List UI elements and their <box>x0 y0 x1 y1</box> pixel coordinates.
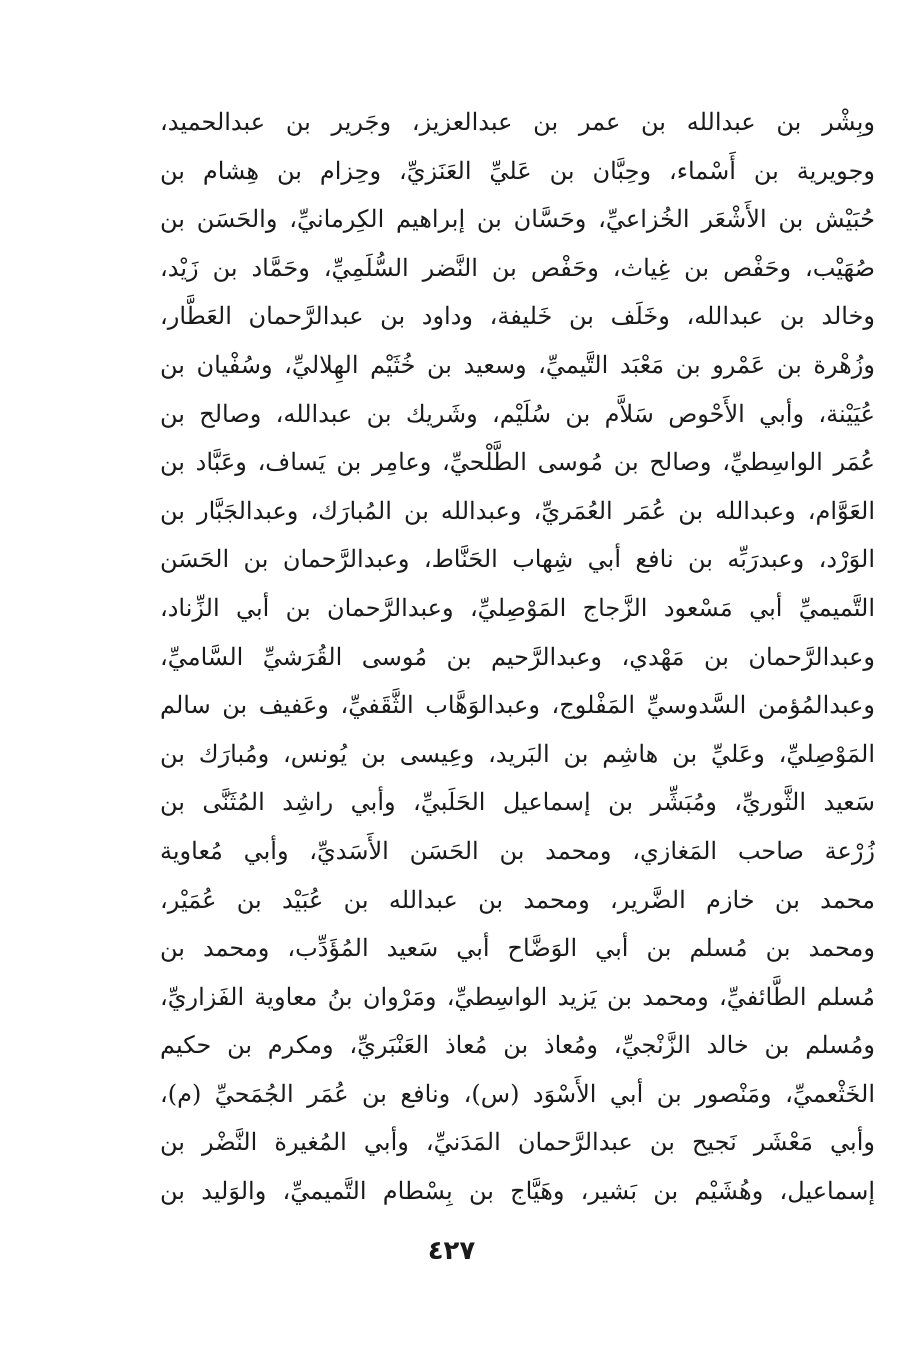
page-number: ٤٢٧ <box>427 1236 476 1266</box>
text-line: وبِشْر بن عبدالله بن عمر بن عبدالعزيز، وجَرير بن عبدالحميد، <box>160 108 875 136</box>
text-line: الخَثْعميِّ، ومَنْصور بن أبي الأَسْوَد (س)، ونافع بن عُمَر الجُمَحيِّ (م)، <box>160 1079 875 1108</box>
text-line: ومحمد بن مُسلم بن أبي الوَضَّاح أبي سَعيد المُؤَدِّب، ومحمد بن <box>160 934 875 963</box>
text-line: حُبَيْش بن الأَشْعَر الخُزاعيِّ، وحَسَّان بن إبراهيم الكِرمانيِّ، والحَسَن بن <box>160 205 875 234</box>
text-line: التَّميميِّ أبي مَسْعود الزَّجاج المَوْصِليِّ، وعبدالرَّحمان بن أبي الزِّناد، <box>160 593 875 622</box>
text-line: مُسلم الطَّائفيِّ، ومحمد بن يَزيد الواسِطيِّ، ومَرْوان بنُ معاوية الفَزاريِّ، <box>160 982 875 1011</box>
text-line: وجويرية بن أَسْماء، وحِبَّان بن عَليِّ العَنَزيِّ، وحِزام بن هِشام بن <box>160 156 875 185</box>
text-line: وعبدالرَّحمان بن مَهْدي، وعبدالرَّحيم بن مُوسى القُرَشيِّ السَّاميِّ، <box>160 642 875 671</box>
text-line: عُمَر الواسِطيِّ، وصالح بن مُوسى الطَّلْحيِّ، وعامِر بن يَساف، وعَبَّاد بن <box>160 448 875 477</box>
body-text <box>160 98 875 1216</box>
text-line: محمد بن خازم الضَّرير، ومحمد بن عبدالله بن عُبَيْد بن عُمَيْر، <box>160 885 875 914</box>
text-line: إسماعيل، وهُشَيْم بن بَشير، وهَيَّاج بن بِسْطام التَّميميِّ، والوَليد بن <box>160 1177 875 1206</box>
text-line: العَوَّام، وعبدالله بن عُمَر العُمَريِّ، وعبدالله بن المُبارَك، وعبدالجَبَّار بن <box>160 496 875 525</box>
text-line: الوَرْد، وعبدرَبِّه بن نافع أبي شِهاب الحَنَّاط، وعبدالرَّحمان بن الحَسَن <box>160 545 875 574</box>
text-line: زُرْعة صاحب المَغازي، ومحمد بن الحَسَن الأَسَديِّ، وأبي مُعاوية <box>160 836 875 865</box>
text-line: وأبي مَعْشَر نَجيح بن عبدالرَّحمان المَدَنيِّ، وأبي المُغيرة النَّضْر بن <box>160 1128 875 1157</box>
text-line: سَعيد الثَّوريِّ، ومُبَشِّر بن إسماعيل الحَلَبيِّ، وأبي راشِد المُثَنَّى بن <box>160 788 875 817</box>
text-line: المَوْصِليِّ، وعَليِّ بن هاشِم بن البَريد، وعِيسى بن يُونس، ومُبارَك بن <box>160 739 875 768</box>
text-line: وعبدالمُؤمن السَّدوسيِّ المَفْلوج، وعبدالوَهَّاب الثَّقَفيِّ، وعَفيف بن سالم <box>160 691 875 720</box>
text-line: صُهَيْب، وحَفْص بن غِياث، وحَفْص بن النَّضر السُّلَمِيِّ، وحَمَّاد بن زَيْد، <box>160 253 875 282</box>
text-line: وزُهْرة بن عَمْرو بن مَعْبَد التَّيميِّ، وسعيد بن خُثَيْم الهِلاليِّ، وسُفْيان بن <box>160 350 875 379</box>
text-line: ومُسلم بن خالد الزَّنْجيِّ، ومُعاذ بن مُعاذ العَنْبَريِّ، ومكرم بن حكيم <box>160 1031 875 1060</box>
text-line: عُيَيْنة، وأبي الأَحْوص سَلاَّم بن سُلَيْم، وشَريك بن عبدالله، وصالح بن <box>160 399 875 428</box>
text-line: وخالد بن عبدالله، وخَلَف بن خَليفة، وداود بن عبدالرَّحمان العَطَّار، <box>160 302 875 331</box>
